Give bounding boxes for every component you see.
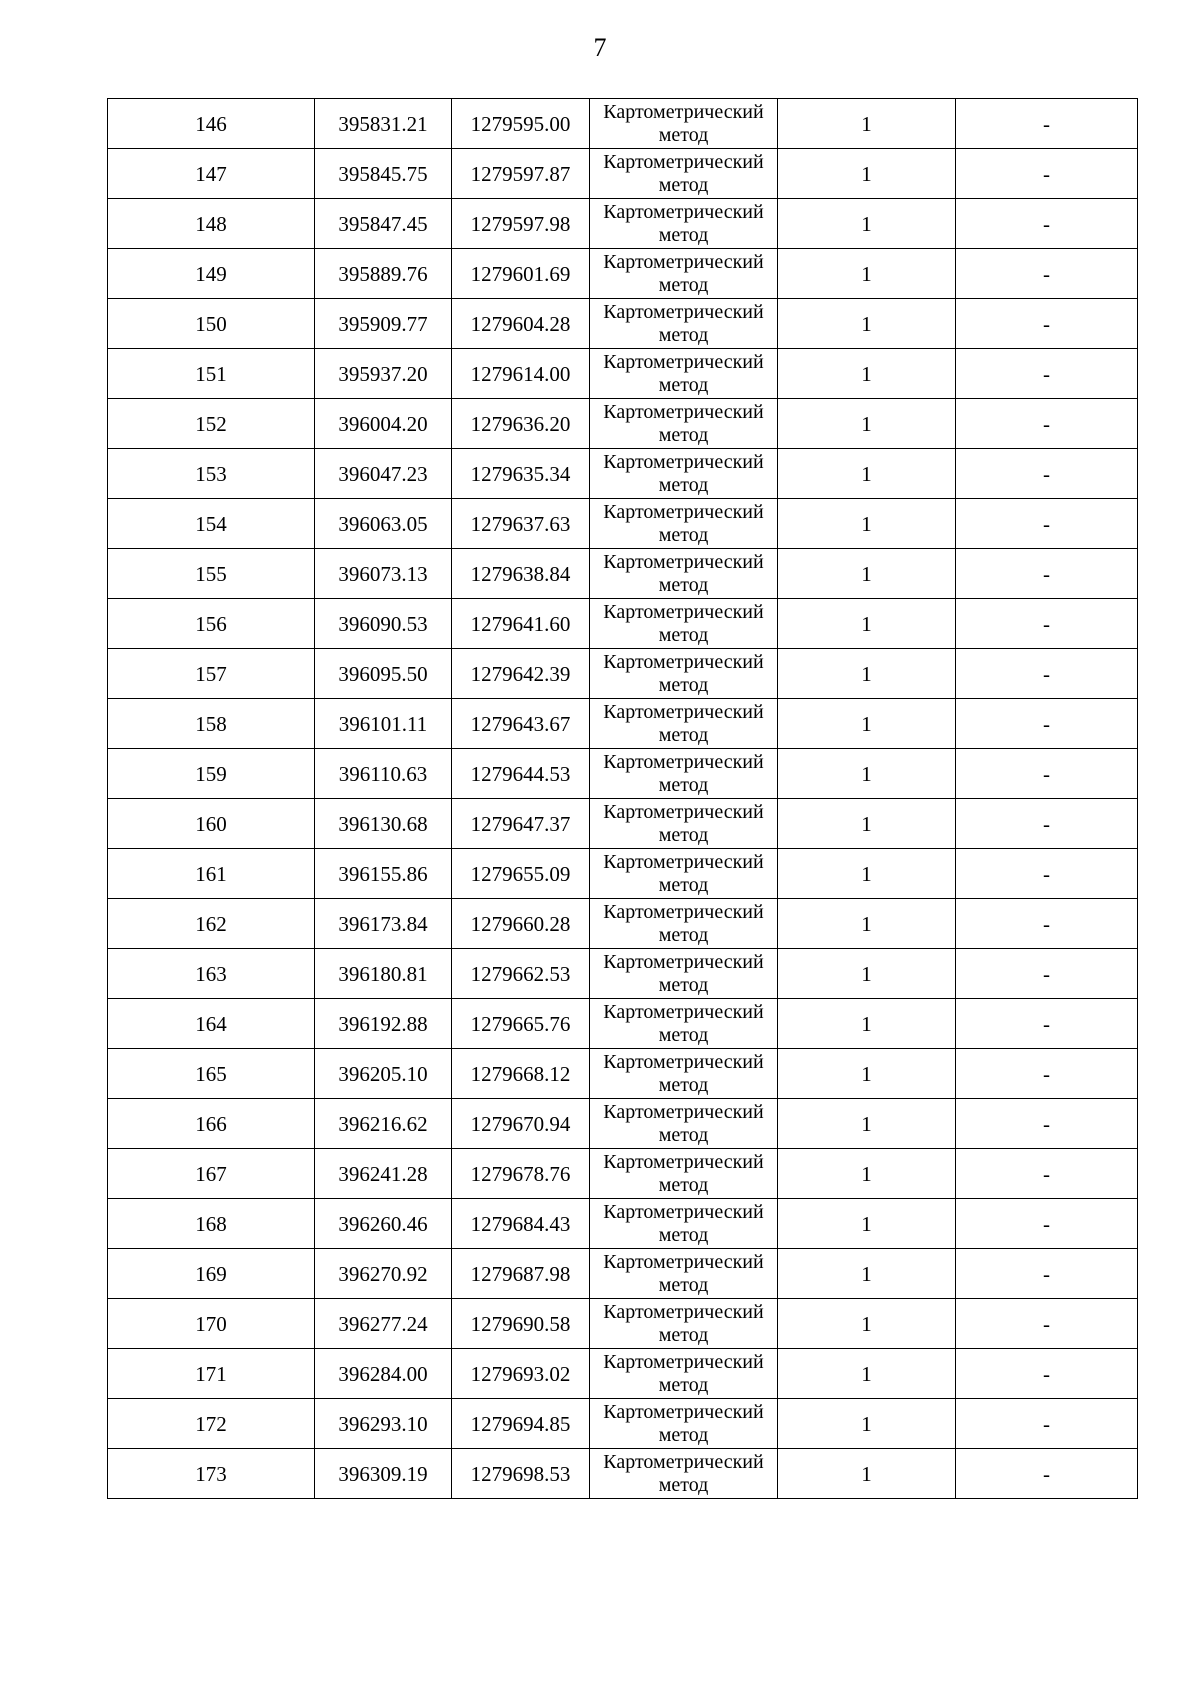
coordinates-table-body bbox=[108, 99, 1138, 1499]
method-cell: Картометрический метод bbox=[590, 1449, 778, 1499]
y-coordinate-cell: 1279614.00 bbox=[452, 349, 590, 399]
method-cell: Картометрический метод bbox=[590, 399, 778, 449]
accuracy-cell: 1 bbox=[778, 299, 956, 349]
table-row bbox=[108, 199, 1138, 249]
point-number-cell: 157 bbox=[108, 649, 315, 699]
accuracy-cell: 1 bbox=[778, 1449, 956, 1499]
x-coordinate-cell: 396241.28 bbox=[315, 1149, 452, 1199]
table-row bbox=[108, 999, 1138, 1049]
point-number-cell: 156 bbox=[108, 599, 315, 649]
accuracy-cell: 1 bbox=[778, 649, 956, 699]
y-coordinate-cell: 1279698.53 bbox=[452, 1449, 590, 1499]
x-coordinate-cell: 395889.76 bbox=[315, 249, 452, 299]
table-row bbox=[108, 549, 1138, 599]
accuracy-cell: 1 bbox=[778, 399, 956, 449]
note-cell: - bbox=[956, 1199, 1138, 1249]
method-cell: Картометрический метод bbox=[590, 299, 778, 349]
point-number-cell: 169 bbox=[108, 1249, 315, 1299]
x-coordinate-cell: 395845.75 bbox=[315, 149, 452, 199]
coordinates-table bbox=[107, 98, 1138, 1499]
x-coordinate-cell: 396110.63 bbox=[315, 749, 452, 799]
y-coordinate-cell: 1279635.34 bbox=[452, 449, 590, 499]
note-cell: - bbox=[956, 649, 1138, 699]
accuracy-cell: 1 bbox=[778, 999, 956, 1049]
table-row bbox=[108, 1349, 1138, 1399]
accuracy-cell: 1 bbox=[778, 1049, 956, 1099]
y-coordinate-cell: 1279644.53 bbox=[452, 749, 590, 799]
point-number-cell: 159 bbox=[108, 749, 315, 799]
accuracy-cell: 1 bbox=[778, 749, 956, 799]
y-coordinate-cell: 1279660.28 bbox=[452, 899, 590, 949]
note-cell: - bbox=[956, 349, 1138, 399]
table-row bbox=[108, 1149, 1138, 1199]
x-coordinate-cell: 396130.68 bbox=[315, 799, 452, 849]
table-row bbox=[108, 1299, 1138, 1349]
table-row bbox=[108, 149, 1138, 199]
x-coordinate-cell: 396047.23 bbox=[315, 449, 452, 499]
y-coordinate-cell: 1279601.69 bbox=[452, 249, 590, 299]
method-cell: Картометрический метод bbox=[590, 499, 778, 549]
x-coordinate-cell: 396180.81 bbox=[315, 949, 452, 999]
x-coordinate-cell: 396205.10 bbox=[315, 1049, 452, 1099]
accuracy-cell: 1 bbox=[778, 799, 956, 849]
method-cell: Картометрический метод bbox=[590, 749, 778, 799]
note-cell: - bbox=[956, 699, 1138, 749]
point-number-cell: 151 bbox=[108, 349, 315, 399]
accuracy-cell: 1 bbox=[778, 99, 956, 149]
note-cell: - bbox=[956, 1299, 1138, 1349]
x-coordinate-cell: 396173.84 bbox=[315, 899, 452, 949]
note-cell: - bbox=[956, 1399, 1138, 1449]
method-cell: Картометрический метод bbox=[590, 599, 778, 649]
note-cell: - bbox=[956, 149, 1138, 199]
table-row bbox=[108, 299, 1138, 349]
point-number-cell: 170 bbox=[108, 1299, 315, 1349]
accuracy-cell: 1 bbox=[778, 349, 956, 399]
method-cell: Картометрический метод bbox=[590, 1349, 778, 1399]
table-row bbox=[108, 1049, 1138, 1099]
y-coordinate-cell: 1279595.00 bbox=[452, 99, 590, 149]
method-cell: Картометрический метод bbox=[590, 1249, 778, 1299]
point-number-cell: 161 bbox=[108, 849, 315, 899]
table-row bbox=[108, 349, 1138, 399]
table-row bbox=[108, 849, 1138, 899]
method-cell: Картометрический метод bbox=[590, 1399, 778, 1449]
y-coordinate-cell: 1279636.20 bbox=[452, 399, 590, 449]
method-cell: Картометрический метод bbox=[590, 1049, 778, 1099]
method-cell: Картометрический метод bbox=[590, 449, 778, 499]
accuracy-cell: 1 bbox=[778, 1199, 956, 1249]
accuracy-cell: 1 bbox=[778, 449, 956, 499]
x-coordinate-cell: 396095.50 bbox=[315, 649, 452, 699]
note-cell: - bbox=[956, 399, 1138, 449]
note-cell: - bbox=[956, 99, 1138, 149]
y-coordinate-cell: 1279665.76 bbox=[452, 999, 590, 1049]
method-cell: Картометрический метод bbox=[590, 349, 778, 399]
note-cell: - bbox=[956, 299, 1138, 349]
point-number-cell: 155 bbox=[108, 549, 315, 599]
accuracy-cell: 1 bbox=[778, 149, 956, 199]
y-coordinate-cell: 1279670.94 bbox=[452, 1099, 590, 1149]
x-coordinate-cell: 396101.11 bbox=[315, 699, 452, 749]
x-coordinate-cell: 396155.86 bbox=[315, 849, 452, 899]
x-coordinate-cell: 396063.05 bbox=[315, 499, 452, 549]
note-cell: - bbox=[956, 549, 1138, 599]
x-coordinate-cell: 396192.88 bbox=[315, 999, 452, 1049]
table-row bbox=[108, 699, 1138, 749]
note-cell: - bbox=[956, 1149, 1138, 1199]
y-coordinate-cell: 1279668.12 bbox=[452, 1049, 590, 1099]
accuracy-cell: 1 bbox=[778, 949, 956, 999]
y-coordinate-cell: 1279597.87 bbox=[452, 149, 590, 199]
note-cell: - bbox=[956, 499, 1138, 549]
point-number-cell: 153 bbox=[108, 449, 315, 499]
x-coordinate-cell: 396090.53 bbox=[315, 599, 452, 649]
x-coordinate-cell: 396270.92 bbox=[315, 1249, 452, 1299]
table-row bbox=[108, 949, 1138, 999]
accuracy-cell: 1 bbox=[778, 1299, 956, 1349]
note-cell: - bbox=[956, 899, 1138, 949]
method-cell: Картометрический метод bbox=[590, 1099, 778, 1149]
point-number-cell: 173 bbox=[108, 1449, 315, 1499]
y-coordinate-cell: 1279642.39 bbox=[452, 649, 590, 699]
note-cell: - bbox=[956, 199, 1138, 249]
point-number-cell: 163 bbox=[108, 949, 315, 999]
y-coordinate-cell: 1279662.53 bbox=[452, 949, 590, 999]
y-coordinate-cell: 1279597.98 bbox=[452, 199, 590, 249]
y-coordinate-cell: 1279684.43 bbox=[452, 1199, 590, 1249]
accuracy-cell: 1 bbox=[778, 1149, 956, 1199]
x-coordinate-cell: 396073.13 bbox=[315, 549, 452, 599]
table-row bbox=[108, 249, 1138, 299]
table-row bbox=[108, 449, 1138, 499]
page-number: 7 bbox=[593, 33, 607, 62]
method-cell: Картометрический метод bbox=[590, 249, 778, 299]
point-number-cell: 160 bbox=[108, 799, 315, 849]
note-cell: - bbox=[956, 849, 1138, 899]
point-number-cell: 166 bbox=[108, 1099, 315, 1149]
note-cell: - bbox=[956, 749, 1138, 799]
point-number-cell: 150 bbox=[108, 299, 315, 349]
accuracy-cell: 1 bbox=[778, 549, 956, 599]
note-cell: - bbox=[956, 599, 1138, 649]
y-coordinate-cell: 1279694.85 bbox=[452, 1399, 590, 1449]
method-cell: Картометрический метод bbox=[590, 1149, 778, 1199]
method-cell: Картометрический метод bbox=[590, 1199, 778, 1249]
table-row bbox=[108, 499, 1138, 549]
accuracy-cell: 1 bbox=[778, 899, 956, 949]
y-coordinate-cell: 1279655.09 bbox=[452, 849, 590, 899]
method-cell: Картометрический метод bbox=[590, 799, 778, 849]
table-row bbox=[108, 1449, 1138, 1499]
x-coordinate-cell: 395847.45 bbox=[315, 199, 452, 249]
y-coordinate-cell: 1279678.76 bbox=[452, 1149, 590, 1199]
note-cell: - bbox=[956, 1099, 1138, 1149]
x-coordinate-cell: 396277.24 bbox=[315, 1299, 452, 1349]
note-cell: - bbox=[956, 1049, 1138, 1099]
table-row bbox=[108, 799, 1138, 849]
point-number-cell: 164 bbox=[108, 999, 315, 1049]
y-coordinate-cell: 1279641.60 bbox=[452, 599, 590, 649]
note-cell: - bbox=[956, 249, 1138, 299]
table-row bbox=[108, 99, 1138, 149]
accuracy-cell: 1 bbox=[778, 699, 956, 749]
y-coordinate-cell: 1279643.67 bbox=[452, 699, 590, 749]
point-number-cell: 152 bbox=[108, 399, 315, 449]
accuracy-cell: 1 bbox=[778, 249, 956, 299]
method-cell: Картометрический метод bbox=[590, 699, 778, 749]
point-number-cell: 149 bbox=[108, 249, 315, 299]
note-cell: - bbox=[956, 1249, 1138, 1299]
y-coordinate-cell: 1279637.63 bbox=[452, 499, 590, 549]
y-coordinate-cell: 1279604.28 bbox=[452, 299, 590, 349]
table-row bbox=[108, 1399, 1138, 1449]
y-coordinate-cell: 1279638.84 bbox=[452, 549, 590, 599]
accuracy-cell: 1 bbox=[778, 849, 956, 899]
x-coordinate-cell: 395909.77 bbox=[315, 299, 452, 349]
method-cell: Картометрический метод bbox=[590, 949, 778, 999]
accuracy-cell: 1 bbox=[778, 199, 956, 249]
note-cell: - bbox=[956, 1349, 1138, 1399]
table-row bbox=[108, 1249, 1138, 1299]
x-coordinate-cell: 396293.10 bbox=[315, 1399, 452, 1449]
x-coordinate-cell: 396309.19 bbox=[315, 1449, 452, 1499]
method-cell: Картометрический метод bbox=[590, 549, 778, 599]
accuracy-cell: 1 bbox=[778, 1249, 956, 1299]
x-coordinate-cell: 396004.20 bbox=[315, 399, 452, 449]
table-row bbox=[108, 1099, 1138, 1149]
accuracy-cell: 1 bbox=[778, 599, 956, 649]
note-cell: - bbox=[956, 799, 1138, 849]
method-cell: Картометрический метод bbox=[590, 899, 778, 949]
y-coordinate-cell: 1279647.37 bbox=[452, 799, 590, 849]
method-cell: Картометрический метод bbox=[590, 649, 778, 699]
y-coordinate-cell: 1279693.02 bbox=[452, 1349, 590, 1399]
x-coordinate-cell: 395831.21 bbox=[315, 99, 452, 149]
point-number-cell: 154 bbox=[108, 499, 315, 549]
x-coordinate-cell: 396284.00 bbox=[315, 1349, 452, 1399]
note-cell: - bbox=[956, 949, 1138, 999]
note-cell: - bbox=[956, 449, 1138, 499]
point-number-cell: 162 bbox=[108, 899, 315, 949]
point-number-cell: 168 bbox=[108, 1199, 315, 1249]
method-cell: Картометрический метод bbox=[590, 199, 778, 249]
accuracy-cell: 1 bbox=[778, 1099, 956, 1149]
accuracy-cell: 1 bbox=[778, 499, 956, 549]
table-row bbox=[108, 399, 1138, 449]
point-number-cell: 172 bbox=[108, 1399, 315, 1449]
point-number-cell: 165 bbox=[108, 1049, 315, 1099]
table-row bbox=[108, 899, 1138, 949]
point-number-cell: 171 bbox=[108, 1349, 315, 1399]
method-cell: Картометрический метод bbox=[590, 1299, 778, 1349]
note-cell: - bbox=[956, 999, 1138, 1049]
x-coordinate-cell: 396216.62 bbox=[315, 1099, 452, 1149]
y-coordinate-cell: 1279687.98 bbox=[452, 1249, 590, 1299]
point-number-cell: 148 bbox=[108, 199, 315, 249]
table-row bbox=[108, 599, 1138, 649]
point-number-cell: 158 bbox=[108, 699, 315, 749]
y-coordinate-cell: 1279690.58 bbox=[452, 1299, 590, 1349]
x-coordinate-cell: 395937.20 bbox=[315, 349, 452, 399]
table-row bbox=[108, 1199, 1138, 1249]
point-number-cell: 147 bbox=[108, 149, 315, 199]
accuracy-cell: 1 bbox=[778, 1349, 956, 1399]
x-coordinate-cell: 396260.46 bbox=[315, 1199, 452, 1249]
point-number-cell: 146 bbox=[108, 99, 315, 149]
method-cell: Картометрический метод bbox=[590, 99, 778, 149]
table-row bbox=[108, 749, 1138, 799]
method-cell: Картометрический метод bbox=[590, 999, 778, 1049]
table-row bbox=[108, 649, 1138, 699]
note-cell: - bbox=[956, 1449, 1138, 1499]
method-cell: Картометрический метод bbox=[590, 149, 778, 199]
point-number-cell: 167 bbox=[108, 1149, 315, 1199]
method-cell: Картометрический метод bbox=[590, 849, 778, 899]
accuracy-cell: 1 bbox=[778, 1399, 956, 1449]
